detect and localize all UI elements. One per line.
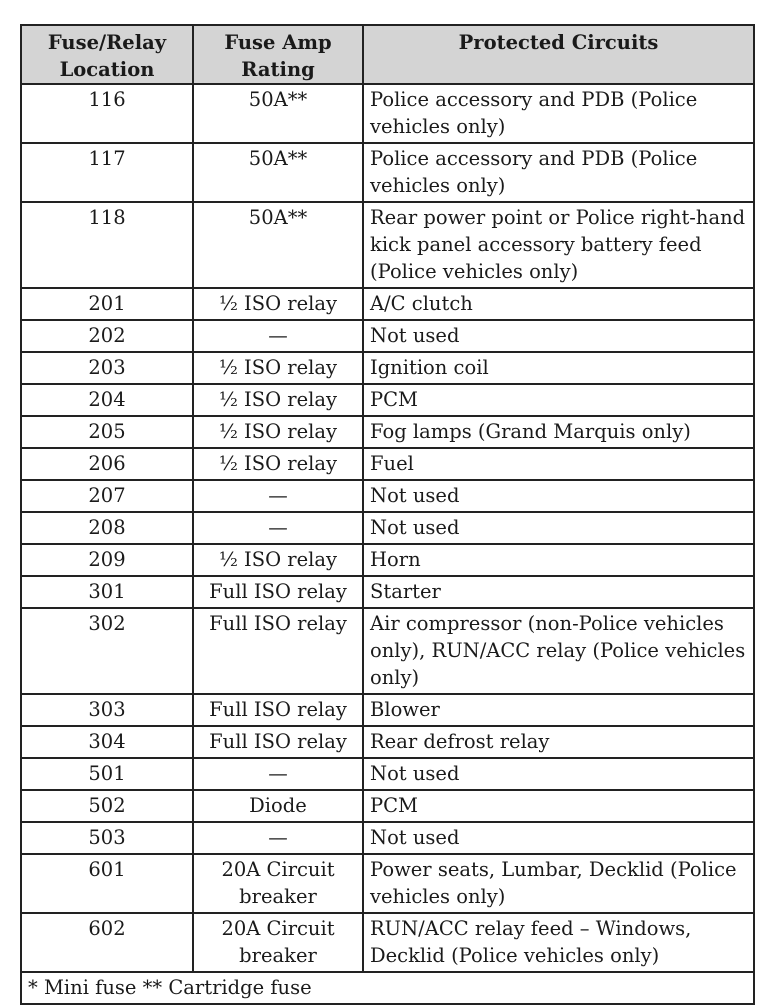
- table-row: [21, 576, 754, 608]
- amp-rating-line: —: [268, 826, 288, 849]
- header-amp-rating: [193, 25, 363, 84]
- cell-protected-circuits: Rear power point or Police right-hand kick panel accessory battery feed (Police vehicles only): [363, 202, 754, 288]
- cell-amp-rating: [193, 320, 363, 352]
- fuse-relay-table: [20, 24, 755, 1005]
- header-amp-line: Rating: [241, 58, 315, 81]
- cell-amp-rating: [193, 694, 363, 726]
- table-row: [21, 544, 754, 576]
- table-row: [21, 822, 754, 854]
- cell-location: 302: [21, 608, 193, 694]
- cell-location: 303: [21, 694, 193, 726]
- cell-amp-rating: [193, 822, 363, 854]
- amp-rating-line: —: [268, 762, 288, 785]
- cell-protected-circuits: Blower: [363, 694, 754, 726]
- table-row: [21, 288, 754, 320]
- amp-rating-line: ½ ISO relay: [218, 452, 338, 475]
- cell-amp-rating: [193, 448, 363, 480]
- cell-protected-circuits: Not used: [363, 320, 754, 352]
- cell-amp-rating: [193, 143, 363, 202]
- cell-protected-circuits: Horn: [363, 544, 754, 576]
- cell-protected-circuits: RUN/ACC relay feed – Windows, Decklid (Police vehicles only): [363, 913, 754, 972]
- cell-protected-circuits: Fog lamps (Grand Marquis only): [363, 416, 754, 448]
- cell-amp-rating: [193, 352, 363, 384]
- cell-location: 203: [21, 352, 193, 384]
- cell-protected-circuits: Not used: [363, 758, 754, 790]
- table-row: [21, 913, 754, 972]
- cell-location: 304: [21, 726, 193, 758]
- cell-location: 117: [21, 143, 193, 202]
- amp-rating-line: ½ ISO relay: [218, 388, 338, 411]
- cell-location: 601: [21, 854, 193, 913]
- cell-amp-rating: [193, 608, 363, 694]
- cell-location: 204: [21, 384, 193, 416]
- cell-location: 205: [21, 416, 193, 448]
- amp-rating-line: —: [268, 484, 288, 507]
- amp-rating-line: 50A**: [248, 206, 308, 229]
- header-amp-line: Fuse Amp: [224, 31, 332, 54]
- table-row: [21, 320, 754, 352]
- cell-protected-circuits: Air compressor (non-Police vehicles only), RUN/ACC relay (Police vehicles only): [363, 608, 754, 694]
- amp-rating-line: Full ISO relay: [209, 698, 347, 721]
- cell-protected-circuits: Not used: [363, 480, 754, 512]
- table-row: [21, 84, 754, 143]
- amp-rating-line: 50A**: [248, 147, 308, 170]
- amp-rating-line: —: [268, 516, 288, 539]
- cell-location: 201: [21, 288, 193, 320]
- cell-location: 208: [21, 512, 193, 544]
- cell-protected-circuits: Power seats, Lumbar, Decklid (Police vehicles only): [363, 854, 754, 913]
- header-location-line: Location: [59, 58, 155, 81]
- cell-location: 209: [21, 544, 193, 576]
- table-row: [21, 143, 754, 202]
- cell-location: 207: [21, 480, 193, 512]
- header-circuits-line: Protected Circuits: [458, 31, 659, 54]
- cell-amp-rating: [193, 288, 363, 320]
- table-row: [21, 480, 754, 512]
- table-header-row: [21, 25, 754, 84]
- cell-protected-circuits: Police accessory and PDB (Police vehicles only): [363, 84, 754, 143]
- cell-amp-rating: [193, 84, 363, 143]
- cell-amp-rating: [193, 758, 363, 790]
- table-row: [21, 448, 754, 480]
- header-location-line: Fuse/Relay: [47, 31, 167, 54]
- fuse-table-container: [20, 24, 753, 1005]
- table-row: [21, 854, 754, 913]
- table-row: [21, 726, 754, 758]
- cell-location: 602: [21, 913, 193, 972]
- cell-location: 503: [21, 822, 193, 854]
- amp-rating-line: 20A Circuit: [221, 858, 335, 881]
- footnote-row: [21, 972, 754, 1004]
- amp-rating-line: ½ ISO relay: [218, 548, 338, 571]
- cell-location: 202: [21, 320, 193, 352]
- amp-rating-line: Diode: [249, 794, 307, 817]
- cell-amp-rating: [193, 790, 363, 822]
- cell-protected-circuits: Starter: [363, 576, 754, 608]
- cell-location: 501: [21, 758, 193, 790]
- cell-protected-circuits: Police accessory and PDB (Police vehicles only): [363, 143, 754, 202]
- cell-amp-rating: [193, 854, 363, 913]
- cell-amp-rating: [193, 202, 363, 288]
- amp-rating-line: ½ ISO relay: [218, 420, 338, 443]
- table-row: [21, 202, 754, 288]
- cell-protected-circuits: PCM: [363, 384, 754, 416]
- table-row: [21, 694, 754, 726]
- cell-amp-rating: [193, 726, 363, 758]
- cell-amp-rating: [193, 416, 363, 448]
- table-body: [21, 84, 754, 972]
- header-protected-circuits: [363, 25, 754, 84]
- cell-protected-circuits: Ignition coil: [363, 352, 754, 384]
- cell-amp-rating: [193, 913, 363, 972]
- table-row: [21, 384, 754, 416]
- cell-protected-circuits: Rear defrost relay: [363, 726, 754, 758]
- cell-location: 301: [21, 576, 193, 608]
- table-row: [21, 416, 754, 448]
- table-row: [21, 512, 754, 544]
- cell-amp-rating: [193, 480, 363, 512]
- amp-rating-line: Full ISO relay: [209, 730, 347, 753]
- cell-protected-circuits: A/C clutch: [363, 288, 754, 320]
- cell-amp-rating: [193, 576, 363, 608]
- table-row: [21, 352, 754, 384]
- amp-rating-line: ½ ISO relay: [218, 356, 338, 379]
- table-row: [21, 790, 754, 822]
- amp-rating-line: breaker: [239, 944, 317, 967]
- cell-protected-circuits: PCM: [363, 790, 754, 822]
- cell-location: 502: [21, 790, 193, 822]
- amp-rating-line: —: [268, 324, 288, 347]
- amp-rating-line: Full ISO relay: [209, 612, 347, 635]
- table-row: [21, 608, 754, 694]
- cell-protected-circuits: Not used: [363, 512, 754, 544]
- cell-amp-rating: [193, 544, 363, 576]
- header-location: [21, 25, 193, 84]
- cell-protected-circuits: Fuel: [363, 448, 754, 480]
- cell-location: 116: [21, 84, 193, 143]
- amp-rating-line: 50A**: [248, 88, 308, 111]
- amp-rating-line: ½ ISO relay: [218, 292, 338, 315]
- footnote: * Mini fuse ** Cartridge fuse: [21, 972, 754, 1004]
- cell-protected-circuits: Not used: [363, 822, 754, 854]
- cell-amp-rating: [193, 512, 363, 544]
- cell-location: 206: [21, 448, 193, 480]
- cell-location: 118: [21, 202, 193, 288]
- amp-rating-line: 20A Circuit: [221, 917, 335, 940]
- table-row: [21, 758, 754, 790]
- amp-rating-line: breaker: [239, 885, 317, 908]
- amp-rating-line: Full ISO relay: [209, 580, 347, 603]
- cell-amp-rating: [193, 384, 363, 416]
